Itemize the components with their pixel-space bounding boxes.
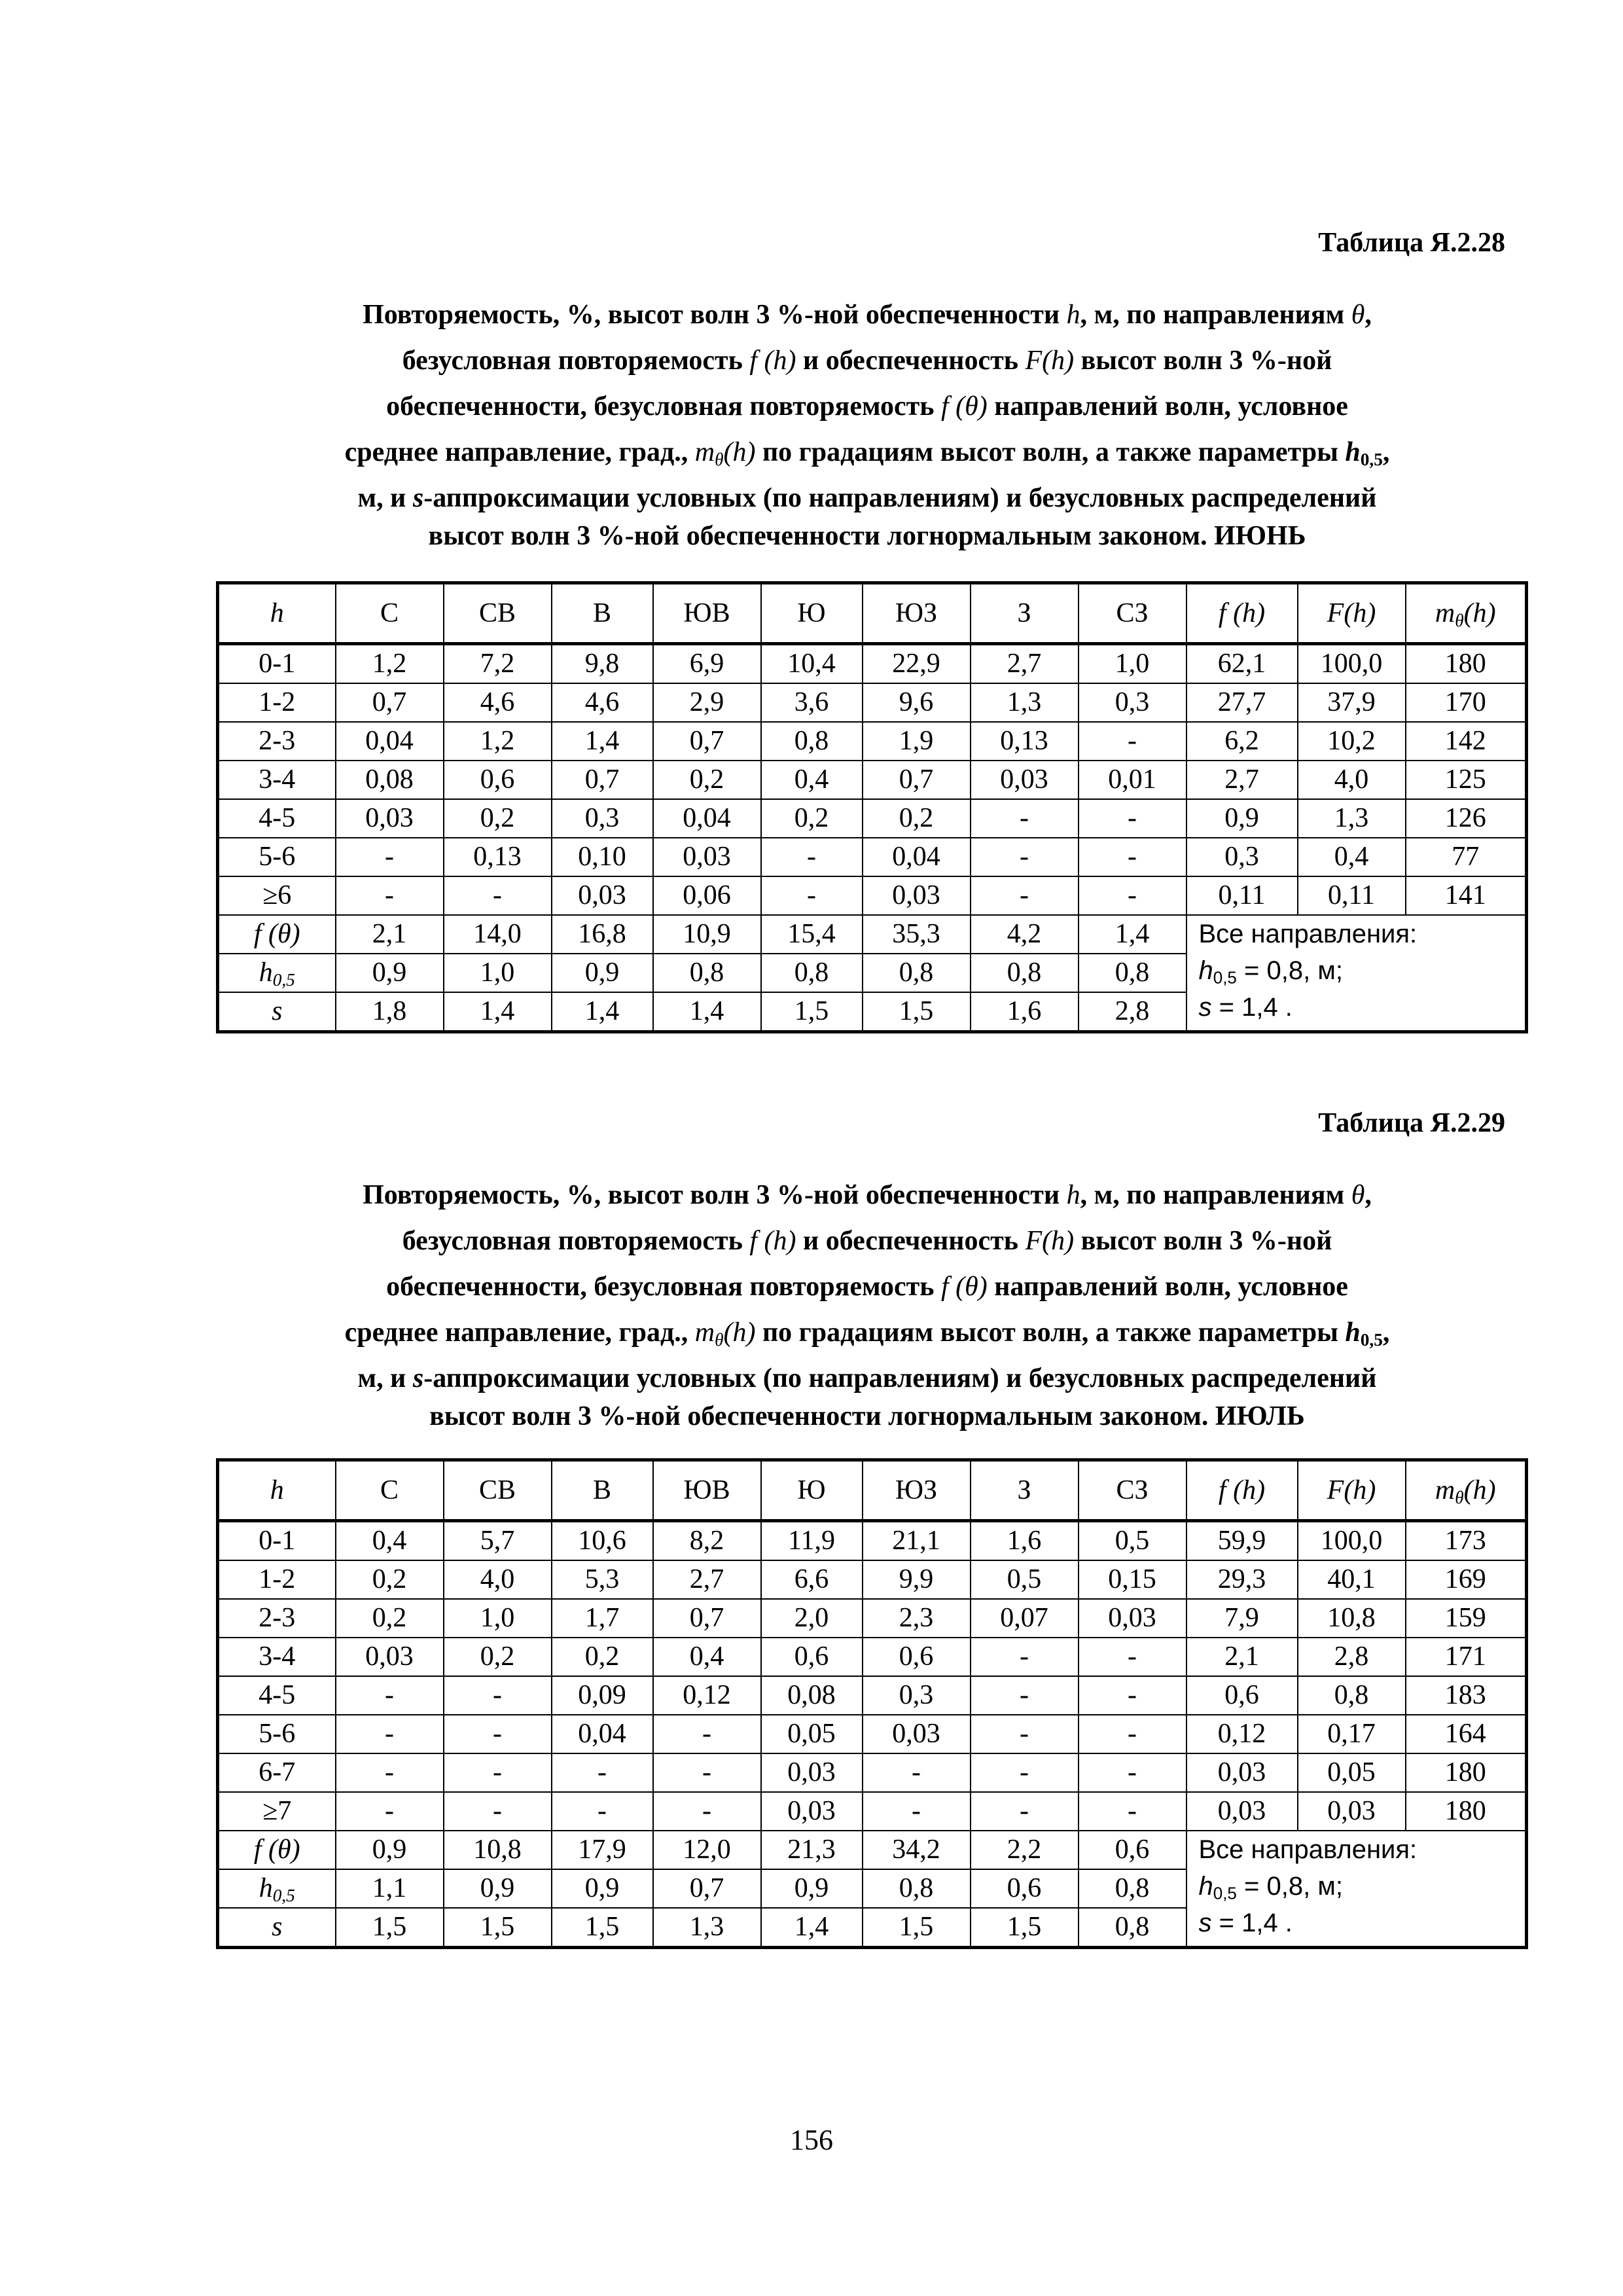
- table-cell: 6,9: [653, 644, 761, 684]
- table-cell: 164: [1406, 1715, 1527, 1753]
- header-cell: F(h): [1298, 1460, 1406, 1521]
- table-row: [218, 1715, 1527, 1753]
- table-cell: -: [444, 1792, 552, 1831]
- table-cell: 1,0: [444, 1599, 552, 1638]
- row-label: s: [218, 992, 336, 1032]
- table-cell: 0,08: [336, 761, 444, 799]
- header-cell: ЮЗ: [863, 583, 971, 644]
- row-label: s: [218, 1908, 336, 1948]
- header-cell: СЗ: [1079, 1460, 1186, 1521]
- table-cell: 2,9: [653, 683, 761, 722]
- table-cell: 0,9: [336, 1831, 444, 1869]
- table-cell: 0,3: [863, 1676, 971, 1715]
- header-cell: h: [218, 1460, 336, 1521]
- table-cell: 9,8: [552, 644, 653, 684]
- table-cell: 0,03: [761, 1753, 863, 1792]
- row-label: f (θ): [218, 915, 336, 954]
- table-cell: 0,6: [863, 1638, 971, 1676]
- table-cell: 0,5: [1079, 1521, 1186, 1561]
- table-cell: 183: [1406, 1676, 1527, 1715]
- table-cell: 0,03: [653, 838, 761, 876]
- table-cell: 0,9: [552, 954, 653, 992]
- table-cell: 0,03: [1186, 1753, 1298, 1792]
- row-label: 6-7: [218, 1753, 336, 1792]
- table-cell: 1,4: [552, 992, 653, 1032]
- table-cell: 0,8: [653, 954, 761, 992]
- row-label: 2-3: [218, 722, 336, 761]
- table-cell: -: [1079, 799, 1186, 838]
- table-row: [218, 876, 1527, 915]
- table-cell: 0,13: [971, 722, 1079, 761]
- caption-line: обеспеченности, безусловная повторяемость f (θ) направлений волн, условное: [386, 391, 1348, 422]
- table-cell: 0,17: [1298, 1715, 1406, 1753]
- header-cell: СВ: [444, 1460, 552, 1521]
- caption-line: м, и s-аппроксимации условных (по направлениям) и безусловных распределений: [357, 1363, 1377, 1393]
- table-cell: 1,4: [761, 1908, 863, 1948]
- table-cell: 0,05: [761, 1715, 863, 1753]
- table-cell: 1,0: [1079, 644, 1186, 684]
- header-cell: Ю: [761, 583, 863, 644]
- header-cell: Ю: [761, 1460, 863, 1521]
- table-cell: 7,2: [444, 644, 552, 684]
- table-row: [218, 1792, 1527, 1831]
- table-cell: 0,8: [1079, 1869, 1186, 1908]
- table-cell: 0,7: [653, 722, 761, 761]
- header-cell: f (h): [1186, 1460, 1298, 1521]
- header-cell: С: [336, 1460, 444, 1521]
- table-row: [218, 838, 1527, 876]
- table-cell: 173: [1406, 1521, 1527, 1561]
- table-cell: 180: [1406, 1792, 1527, 1831]
- table-cell: 100,0: [1298, 644, 1406, 684]
- table-cell: 21,3: [761, 1831, 863, 1869]
- table-cell: 4,6: [444, 683, 552, 722]
- table-cell: 9,9: [863, 1560, 971, 1599]
- table-cell: 0,8: [1298, 1676, 1406, 1715]
- table-cell: 0,9: [444, 1869, 552, 1908]
- row-label: f (θ): [218, 1831, 336, 1869]
- table-cell: 0,7: [863, 761, 971, 799]
- table-cell: -: [444, 1753, 552, 1792]
- table-row: [218, 761, 1527, 799]
- all-directions-note: Все направления: $h_{0,5} = 0,8$, м; s = 1,4 .: [1186, 1831, 1527, 1948]
- caption-line: безусловная повторяемость f (h) и обеспеченность F(h) высот волн 3 %-ной: [402, 346, 1332, 376]
- table-cell: 0,8: [863, 1869, 971, 1908]
- header-cell: В: [552, 583, 653, 644]
- page-number: 156: [790, 2124, 833, 2156]
- table-cell: 0,04: [552, 1715, 653, 1753]
- caption-line: Повторяемость, %, высот волн 3 %-ной обеспеченности h, м, по направлениям θ,: [363, 300, 1372, 330]
- table-cell: 0,03: [761, 1792, 863, 1831]
- table-cell: 0,15: [1079, 1560, 1186, 1599]
- table-cell: 29,3: [1186, 1560, 1298, 1599]
- table-cell: 170: [1406, 683, 1527, 722]
- table-cell: 5,3: [552, 1560, 653, 1599]
- table-caption: [216, 292, 1518, 551]
- table-cell: 0,7: [653, 1599, 761, 1638]
- table-cell: -: [761, 838, 863, 876]
- table-cell: 0,7: [653, 1869, 761, 1908]
- table-cell: 40,1: [1298, 1560, 1406, 1599]
- table-cell: -: [863, 1753, 971, 1792]
- table-cell: 2,7: [653, 1560, 761, 1599]
- table-cell: 3,6: [761, 683, 863, 722]
- table-cell: -: [1079, 838, 1186, 876]
- table-cell: 1,8: [336, 992, 444, 1032]
- table-cell: 12,0: [653, 1831, 761, 1869]
- table-cell: 1,5: [863, 1908, 971, 1948]
- table-cell: 0,03: [336, 799, 444, 838]
- table-cell: 0,6: [444, 761, 552, 799]
- row-label: 0-1: [218, 644, 336, 684]
- table-cell: -: [336, 1792, 444, 1831]
- table-cell: -: [971, 838, 1079, 876]
- header-cell: С: [336, 583, 444, 644]
- table-cell: 0,09: [552, 1676, 653, 1715]
- row-label: 5-6: [218, 1715, 336, 1753]
- header-cell: ЮВ: [653, 1460, 761, 1521]
- table-cell: 1,3: [971, 683, 1079, 722]
- table-cell: 0,10: [552, 838, 653, 876]
- row-label: 1-2: [218, 1560, 336, 1599]
- header-cell: СЗ: [1079, 583, 1186, 644]
- table-cell: 0,05: [1298, 1753, 1406, 1792]
- row-label: 3-4: [218, 761, 336, 799]
- table-cell: -: [971, 1753, 1079, 1792]
- header-cell: $m_\theta(h)$: [1406, 1460, 1527, 1521]
- table-cell: 0,8: [1079, 1908, 1186, 1948]
- table-cell: 142: [1406, 722, 1527, 761]
- table-cell: 0,01: [1079, 761, 1186, 799]
- table-row: [218, 1676, 1527, 1715]
- row-label: 2-3: [218, 1599, 336, 1638]
- header-cell: В: [552, 1460, 653, 1521]
- table-row: [218, 1638, 1527, 1676]
- table-cell: 0,8: [971, 954, 1079, 992]
- header-cell: f (h): [1186, 583, 1298, 644]
- table-cell: 6,6: [761, 1560, 863, 1599]
- table-cell: 2,1: [336, 915, 444, 954]
- table-cell: 10,2: [1298, 722, 1406, 761]
- table-cell: 5,7: [444, 1521, 552, 1561]
- table-cell: 0,4: [761, 761, 863, 799]
- caption-line: м, и s-аппроксимации условных (по направлениям) и безусловных распределений: [357, 483, 1377, 513]
- table-cell: 0,04: [653, 799, 761, 838]
- table-cell: 0,8: [761, 954, 863, 992]
- table-cell: 141: [1406, 876, 1527, 915]
- table-cell: 1,4: [444, 992, 552, 1032]
- table-cell: 1,5: [552, 1908, 653, 1948]
- table-row: [218, 799, 1527, 838]
- table-cell: -: [653, 1792, 761, 1831]
- table-cell: 6,2: [1186, 722, 1298, 761]
- row-label: 3-4: [218, 1638, 336, 1676]
- table-row: [218, 1521, 1527, 1561]
- header-cell: ЮЗ: [863, 1460, 971, 1521]
- table-cell: 14,0: [444, 915, 552, 954]
- table-cell: -: [971, 1638, 1079, 1676]
- table-cell: 0,03: [863, 876, 971, 915]
- header-cell: h: [218, 583, 336, 644]
- table-cell: 1,5: [761, 992, 863, 1032]
- table-cell: 0,7: [552, 761, 653, 799]
- table-cell: 0,2: [444, 1638, 552, 1676]
- table-cell: 0,6: [1186, 1676, 1298, 1715]
- header-cell: З: [971, 1460, 1079, 1521]
- table-cell: 1,5: [863, 992, 971, 1032]
- table-cell: 16,8: [552, 915, 653, 954]
- table-cell: 0,03: [336, 1638, 444, 1676]
- table-cell: 2,1: [1186, 1638, 1298, 1676]
- table-cell: 0,9: [552, 1869, 653, 1908]
- table-cell: 0,6: [1079, 1831, 1186, 1869]
- table-cell: -: [1079, 722, 1186, 761]
- table-cell: 0,3: [1079, 683, 1186, 722]
- table-cell: 159: [1406, 1599, 1527, 1638]
- table-cell: 8,2: [653, 1521, 761, 1561]
- table-cell: 15,4: [761, 915, 863, 954]
- footer-row-f-theta: [218, 1831, 1527, 1869]
- table-cell: -: [1079, 1715, 1186, 1753]
- table-cell: 1,6: [971, 992, 1079, 1032]
- table-cell: -: [552, 1753, 653, 1792]
- row-label: 5-6: [218, 838, 336, 876]
- table-cell: 0,5: [971, 1560, 1079, 1599]
- table-cell: 10,6: [552, 1521, 653, 1561]
- table-cell: 0,12: [653, 1676, 761, 1715]
- table-cell: 0,11: [1186, 876, 1298, 915]
- table-cell: -: [971, 799, 1079, 838]
- table-cell: 1,9: [863, 722, 971, 761]
- table-cell: 1,2: [336, 644, 444, 684]
- row-label: 0-1: [218, 1521, 336, 1561]
- table-cell: 100,0: [1298, 1521, 1406, 1561]
- table-cell: 1,7: [552, 1599, 653, 1638]
- table-cell: 37,9: [1298, 683, 1406, 722]
- caption-line: высот волн 3 %-ной обеспеченности логнормальным законом. ИЮЛЬ: [429, 1401, 1305, 1431]
- table-cell: 10,8: [1298, 1599, 1406, 1638]
- table-cell: 2,8: [1079, 992, 1186, 1032]
- table-cell: -: [336, 838, 444, 876]
- table-cell: 11,9: [761, 1521, 863, 1561]
- table-cell: 125: [1406, 761, 1527, 799]
- table-label: Таблица Я.2.28: [1318, 228, 1505, 258]
- table-cell: 2,0: [761, 1599, 863, 1638]
- table-cell: -: [1079, 876, 1186, 915]
- caption-line: среднее направление, град., $m_\theta(h)$ по градациям высот волн, а также параметры $h_{0,5}$,: [344, 1318, 1390, 1350]
- table-cell: 34,2: [863, 1831, 971, 1869]
- table-cell: 1,4: [653, 992, 761, 1032]
- table-cell: 4,2: [971, 915, 1079, 954]
- table-cell: 4,0: [1298, 761, 1406, 799]
- table-header-row: [218, 583, 1527, 644]
- table-cell: 0,08: [761, 1676, 863, 1715]
- table-cell: -: [444, 1676, 552, 1715]
- caption-line: высот волн 3 %-ной обеспеченности логнормальным законом. ИЮНЬ: [428, 521, 1306, 551]
- table-cell: 0,2: [761, 799, 863, 838]
- table-cell: 0,9: [761, 1869, 863, 1908]
- header-cell: З: [971, 583, 1079, 644]
- table-cell: 2,7: [971, 644, 1079, 684]
- table-cell: 0,3: [552, 799, 653, 838]
- table-cell: 21,1: [863, 1521, 971, 1561]
- caption-line: безусловная повторяемость f (h) и обеспеченность F(h) высот волн 3 %-ной: [402, 1226, 1332, 1256]
- table-row: [218, 722, 1527, 761]
- table-cell: -: [336, 876, 444, 915]
- table-cell: 9,6: [863, 683, 971, 722]
- table-cell: 0,8: [761, 722, 863, 761]
- table-cell: -: [444, 1715, 552, 1753]
- table-cell: 2,3: [863, 1599, 971, 1638]
- table-cell: 2,7: [1186, 761, 1298, 799]
- table-cell: 0,2: [444, 799, 552, 838]
- table-cell: 10,9: [653, 915, 761, 954]
- table-cell: 10,8: [444, 1831, 552, 1869]
- row-label: 4-5: [218, 799, 336, 838]
- table-cell: 35,3: [863, 915, 971, 954]
- table-cell: 0,12: [1186, 1715, 1298, 1753]
- row-label: $h_{0,5}$: [218, 1869, 336, 1908]
- table-cell: 0,06: [653, 876, 761, 915]
- table-cell: 1,1: [336, 1869, 444, 1908]
- table-cell: -: [761, 876, 863, 915]
- table-cell: 0,07: [971, 1599, 1079, 1638]
- table-cell: -: [971, 876, 1079, 915]
- table-cell: 0,03: [552, 876, 653, 915]
- table-cell: 0,6: [761, 1638, 863, 1676]
- header-cell: СВ: [444, 583, 552, 644]
- table-cell: 0,03: [1298, 1792, 1406, 1831]
- table-cell: 0,2: [863, 799, 971, 838]
- table-cell: 0,9: [336, 954, 444, 992]
- table-cell: 2,2: [971, 1831, 1079, 1869]
- table-cell: 169: [1406, 1560, 1527, 1599]
- table-row: [218, 644, 1527, 684]
- table-cell: 0,4: [1298, 838, 1406, 876]
- table-cell: 0,2: [552, 1638, 653, 1676]
- table-cell: 1,5: [971, 1908, 1079, 1948]
- table-cell: 4,0: [444, 1560, 552, 1599]
- table-cell: 59,9: [1186, 1521, 1298, 1561]
- table-cell: -: [863, 1792, 971, 1831]
- table-cell: 0,03: [863, 1715, 971, 1753]
- table-cell: 0,03: [971, 761, 1079, 799]
- table-cell: 10,4: [761, 644, 863, 684]
- header-cell: F(h): [1298, 583, 1406, 644]
- table-cell: 0,8: [1079, 954, 1186, 992]
- table-cell: 0,6: [971, 1869, 1079, 1908]
- table-cell: 0,9: [1186, 799, 1298, 838]
- header-cell: ЮВ: [653, 583, 761, 644]
- table-cell: 77: [1406, 838, 1527, 876]
- wave-height-table: [216, 1458, 1528, 1949]
- table-cell: -: [1079, 1792, 1186, 1831]
- caption-line: Повторяемость, %, высот волн 3 %-ной обеспеченности h, м, по направлениям θ,: [363, 1180, 1372, 1210]
- table-cell: 0,3: [1186, 838, 1298, 876]
- table-label: Таблица Я.2.29: [1318, 1108, 1505, 1138]
- row-label: ≥6: [218, 876, 336, 915]
- header-cell: $m_\theta(h)$: [1406, 583, 1527, 644]
- table-cell: 0,03: [1079, 1599, 1186, 1638]
- table-cell: 1,2: [444, 722, 552, 761]
- table-cell: -: [552, 1792, 653, 1831]
- table-cell: 1,4: [1079, 915, 1186, 954]
- table-cell: 0,04: [863, 838, 971, 876]
- table-cell: 1,5: [336, 1908, 444, 1948]
- table-cell: 0,4: [653, 1638, 761, 1676]
- table-cell: -: [653, 1753, 761, 1792]
- table-row: [218, 1753, 1527, 1792]
- table-cell: 1,4: [552, 722, 653, 761]
- table-cell: 0,7: [336, 683, 444, 722]
- table-row: [218, 1599, 1527, 1638]
- table-cell: 0,11: [1298, 876, 1406, 915]
- caption-line: обеспеченности, безусловная повторяемость f (θ) направлений волн, условное: [386, 1272, 1348, 1302]
- wave-height-table: [216, 581, 1528, 1033]
- table-cell: 17,9: [552, 1831, 653, 1869]
- table-cell: 1,3: [653, 1908, 761, 1948]
- table-cell: 62,1: [1186, 644, 1298, 684]
- table-cell: -: [653, 1715, 761, 1753]
- row-label: $h_{0,5}$: [218, 954, 336, 992]
- table-caption: [216, 1172, 1518, 1431]
- table-cell: 0,03: [1186, 1792, 1298, 1831]
- table-cell: 2,8: [1298, 1638, 1406, 1676]
- row-label: 1-2: [218, 683, 336, 722]
- table-cell: -: [1079, 1676, 1186, 1715]
- table-row: [218, 683, 1527, 722]
- table-cell: -: [336, 1676, 444, 1715]
- table-cell: 0,2: [336, 1560, 444, 1599]
- table-cell: 1,6: [971, 1521, 1079, 1561]
- table-cell: -: [336, 1715, 444, 1753]
- table-cell: 1,5: [444, 1908, 552, 1948]
- all-directions-note: Все направления: $h_{0,5} = 0,8$, м; s = 1,4 .: [1186, 915, 1527, 1032]
- table-cell: 0,8: [863, 954, 971, 992]
- row-label: ≥7: [218, 1792, 336, 1831]
- table-header-row: [218, 1460, 1527, 1521]
- table-cell: 126: [1406, 799, 1527, 838]
- row-label: 4-5: [218, 1676, 336, 1715]
- table-cell: -: [336, 1753, 444, 1792]
- table-cell: 27,7: [1186, 683, 1298, 722]
- table-cell: 0,2: [336, 1599, 444, 1638]
- footer-row-f-theta: [218, 915, 1527, 954]
- table-cell: -: [971, 1792, 1079, 1831]
- table-cell: 4,6: [552, 683, 653, 722]
- table-cell: -: [444, 876, 552, 915]
- table-cell: -: [1079, 1753, 1186, 1792]
- table-cell: 1,3: [1298, 799, 1406, 838]
- table-cell: 22,9: [863, 644, 971, 684]
- table-cell: 7,9: [1186, 1599, 1298, 1638]
- table-cell: 0,4: [336, 1521, 444, 1561]
- table-cell: 180: [1406, 644, 1527, 684]
- table-cell: 0,2: [653, 761, 761, 799]
- table-cell: 1,0: [444, 954, 552, 992]
- table-row: [218, 1560, 1527, 1599]
- table-cell: -: [1079, 1638, 1186, 1676]
- table-cell: -: [971, 1715, 1079, 1753]
- caption-line: среднее направление, град., $m_\theta(h)$ по градациям высот волн, а также параметры $h_{0,5}$,: [344, 437, 1390, 469]
- table-cell: 180: [1406, 1753, 1527, 1792]
- table-cell: 0,13: [444, 838, 552, 876]
- table-cell: 171: [1406, 1638, 1527, 1676]
- table-cell: 0,04: [336, 722, 444, 761]
- table-cell: -: [971, 1676, 1079, 1715]
